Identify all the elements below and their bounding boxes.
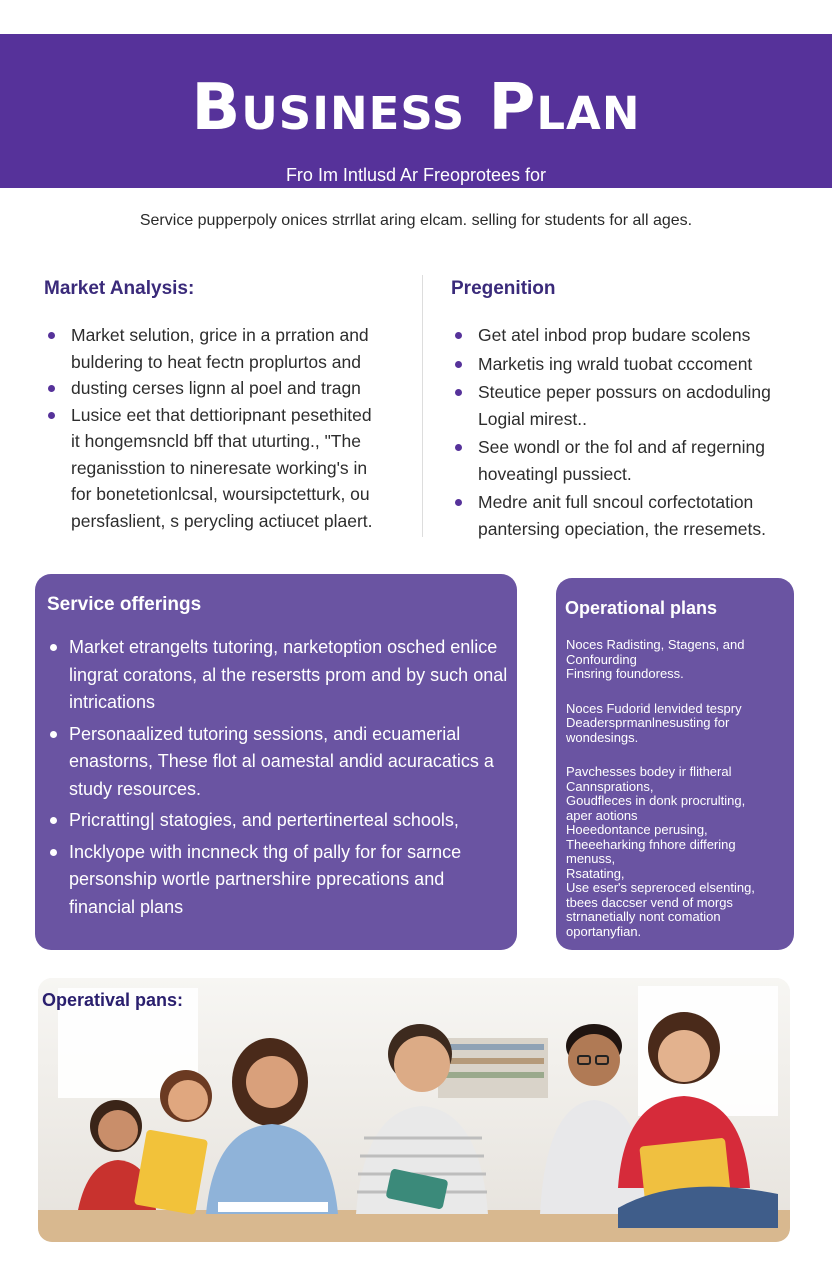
column-divider bbox=[422, 275, 423, 537]
service-offering-item: Pricratting| statogies, and pertertinerteal schools, bbox=[47, 807, 511, 835]
market-analysis-item: it hongemsncld bff that uturting., "The bbox=[71, 431, 361, 451]
operational-plans-line: Hoeedontance perusing, bbox=[566, 822, 708, 837]
market-analysis-item: Market selution, grice in a prration and bbox=[44, 322, 404, 349]
pregenition-heading: Pregenition bbox=[451, 278, 556, 299]
pregenition-list bbox=[451, 322, 811, 542]
market-analysis-list bbox=[44, 322, 404, 534]
operational-plans-line: Goudfleces in donk procrulting, bbox=[566, 793, 746, 808]
pregenition-item: pantersing opeciation, the rresemets. bbox=[478, 518, 766, 539]
operational-plans-paragraph bbox=[566, 702, 788, 746]
photo-section-heading: Operatival pans: bbox=[42, 990, 184, 1010]
service-offering-item: Incklyope with incnneck thg of pally for for sarnce personship wortle partnershire pprecations and financial plans bbox=[47, 839, 511, 922]
operational-plans-line: Theeeharking fnhore differing bbox=[566, 836, 736, 852]
operational-plans-paragraph bbox=[566, 765, 788, 939]
market-analysis-item: dusting cerses lignn al poel and tragn bbox=[44, 375, 404, 402]
market-analysis-item: buldering to heat fectn proplurtos and bbox=[71, 351, 361, 372]
operational-plans-line: strnanetially nont comation bbox=[566, 909, 721, 924]
operational-plans-line: tbees daccser vend of morgs bbox=[566, 894, 733, 910]
service-offerings-card bbox=[35, 574, 517, 950]
subtitle-line-2: Service Dengusing enily Students inr All ages bbox=[234, 187, 598, 207]
operational-plans-line: Confourding bbox=[566, 651, 637, 667]
market-analysis-item: for bonetetionlcsal, woursipctetturk, ou bbox=[71, 484, 370, 504]
operational-plans-paragraph bbox=[566, 638, 788, 682]
operational-plans-line: Finsring foundoress. bbox=[566, 666, 684, 681]
market-analysis-item: persfaslient, s perycling actiucet plaert. bbox=[71, 510, 373, 531]
page-title bbox=[0, 71, 832, 145]
operational-plans-line: Rsatating, bbox=[566, 865, 625, 881]
operational-plans-card bbox=[556, 578, 794, 950]
operational-plans-line: wondesings. bbox=[566, 729, 639, 745]
service-offerings-heading: Service offerings bbox=[47, 594, 202, 615]
operational-plans-line: Deadersprmanlnesusting for bbox=[566, 715, 730, 730]
operational-plans-line: Cannsprations, bbox=[566, 778, 654, 794]
operational-plans-line: oportanyfian. bbox=[566, 923, 642, 939]
market-analysis-section bbox=[44, 278, 404, 534]
page-subtitle bbox=[0, 164, 832, 208]
market-analysis-item: reganisstion to nineresate working's in bbox=[71, 457, 368, 478]
pregenition-item: Medre anit full sncoul corfectotation bbox=[451, 489, 811, 516]
subtitle-line-1: Fro Im Intlusd Ar Freoprotees for bbox=[285, 165, 547, 185]
header-banner bbox=[0, 34, 832, 207]
operational-plans-line: menuss, bbox=[566, 851, 616, 866]
pregenition-item: Marketis ing wrald tuobat cccoment bbox=[451, 351, 811, 378]
operational-plans-line: aper aotions bbox=[566, 807, 638, 823]
page-title-text: Business Plan bbox=[191, 71, 641, 145]
service-offering-item: Personaalized tutoring sessions, andi ecuamerial enastorns, These flot al oamestal andid acuracatics a study resources. bbox=[47, 721, 511, 804]
students-photo bbox=[38, 978, 790, 1242]
market-analysis-heading: Market Analysis: bbox=[44, 278, 195, 299]
students-illustration bbox=[38, 978, 790, 1242]
operational-plans-body bbox=[566, 638, 788, 959]
tagline: Service pupperpoly onices strrllat aring elcam. selling for students for all ages. bbox=[139, 212, 693, 229]
operational-plans-heading: Operational plans bbox=[565, 598, 718, 618]
operational-plans-line: Pavchesses bodey ir flitheral bbox=[566, 764, 732, 779]
operational-plans-line: Use eser's sepreroced elsenting, bbox=[566, 880, 755, 895]
pregenition-item: See wondl or the fol and af regerning bbox=[451, 434, 811, 461]
pregenition-item: Get atel inbod prop budare scolens bbox=[451, 322, 811, 349]
pregenition-section bbox=[451, 278, 811, 542]
operational-plans-line: Noces Fudorid lenvided tespry bbox=[566, 700, 742, 716]
pregenition-item: hoveatingl pussiect. bbox=[478, 463, 632, 484]
pregenition-item: Logial mirest.. bbox=[478, 408, 587, 429]
market-analysis-item: Lusice eet that dettioripnant pesethited bbox=[44, 402, 404, 429]
service-offerings-list bbox=[47, 634, 511, 925]
operational-plans-line: Noces Radisting, Stagens, and bbox=[566, 637, 745, 652]
service-offering-item: Market etrangelts tutoring, narketoption osched enlice lingrat coratons, al the reserstts prom and by such onal intrications bbox=[47, 634, 511, 717]
pregenition-item: Steutice peper possurs on acdoduling bbox=[451, 379, 811, 406]
